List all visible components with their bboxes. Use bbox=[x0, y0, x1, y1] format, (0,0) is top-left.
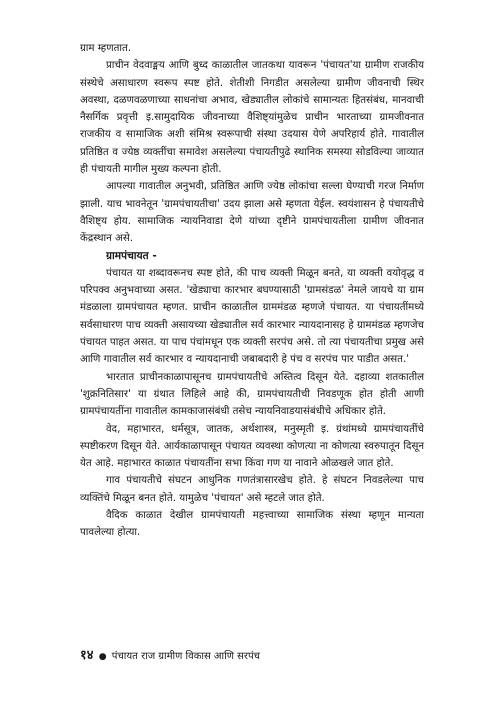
page-number: १४ bbox=[80, 648, 94, 663]
paragraph: वेद, महाभारत, धर्मसूत्र, जातक, अर्थशास्त्र, मनुस्मृती इ. ग्रंथांमध्ये ग्रामपंचायतींचे स्पष्टीकरण दिसून येते. आर्यकाळापासून पंचायत व्यवस्था कोणत्या ना कोणत्या स्वरुपातून दिसून येत आहे. महाभारत काळात पंचायतींना सभा किंवा गण या नावाने ओळखले जात होते. bbox=[80, 423, 424, 470]
paragraph-continuation: ग्राम म्हणतात. bbox=[80, 43, 132, 54]
paragraph: आपल्या गावातील अनुभवी, प्रतिष्ठित आणि ज्येष्ठ लोकांचा सल्ला घेण्याची गरज निर्माण झाली. याच भावनेतून 'ग्रामपंचायतीचा' उदय झाला असे म्हणता येईल. स्वयंशासन हे पंचायतीचे वैशिष्ट्य होय. सामाजिक न्यायनिवाडा देणे यांच्या दृष्टीने ग्रामपंचायतीला ग्रामीण जीवनात केंद्रस्थान असे. bbox=[80, 181, 424, 245]
paragraph: वैदिक काळात देखील ग्रामपंचायती महत्त्वाच्या सामाजिक संस्था म्हणून मान्यता पावलेल्या होत्या. bbox=[80, 510, 424, 539]
paragraph: पंचायत या शब्दावरूनच स्पष्ट होते, की पाच व्यक्ती मिळून बनते, या व्यक्ती वयोवृद्ध व परिपक्व अनुभवाच्या असत. 'खेड्याचा कारभार बघण्यासाठी 'ग्रामसंडळ' नेमले जायचे या ग्राम मंडळाला ग्रामपंचायत म्हणत. प्राचीन काळातील ग्राममंडळ म्हणजे पंचायत. या पंचायतींमध्ये सर्वसाधारण पाच व्यक्ती असायच्या खेड्यातील सर्व कारभार न्यायदानासह हे ग्राममंडळ म्हणजेच पंचायत पाहत असत. या पाच पंचांमधून एक व्यक्ती सरपंच असे. तो त्या पंचायतीचा प्रमुख असे आणि गावातील सर्व कारभार व न्यायदानाची जबाबदारी हे पंच व सरपंच पार पाडीत असत.' bbox=[80, 267, 424, 366]
section-heading: ग्रामपंचायत - bbox=[106, 249, 157, 262]
bullet-icon: ● bbox=[98, 652, 107, 662]
paragraph: गाव पंचायतीचे संघटन आधुनिक गणतंत्रासारखेच होते. हे संघटन निवडलेल्या पाच व्यक्तिंचे मिळून बनत होते. यामुळेच 'पंचायत' असे म्हटले जात होते. bbox=[80, 475, 424, 504]
paragraph: प्राचीन वेदवाङ्मय आणि बुध्द काळातील जातकथा यावरून 'पंचायत'या ग्रामीण राजकीय संस्थेचे असाधारण स्वरूप स्पष्ट होते. शेतीशी निगडीत असलेल्या ग्रामीण जीवनाची स्थिर अवस्था, दळणवळणाच्या साधनांचा अभाव, खेड्यातील लोकांचे सामान्यतः हितसंबंध, मानवाची नैसर्गिक प्रवृत्ती इ.सामुदायिक जीवनाच्या वैशिष्ट्यांमुळेच प्राचीन भारताच्या ग्रामजीवनात राजकीय व सामाजिक अशी संमिश्र स्वरूपाची संस्था उदयास येणे अपरिहार्य होते. गावातील प्रतिष्ठित व ज्येष्ठ व्यक्तींचा समावेश असलेल्या पंचायतीपुढे स्थानिक समस्या सोडविल्या जाव्यात ही पंचायती मागील मुख्य कल्पना होती. bbox=[80, 60, 424, 176]
page-body bbox=[80, 40, 424, 542]
book-title: पंचायत राज ग्रामीण विकास आणि सरपंच bbox=[111, 651, 261, 662]
paragraph: भारतात प्राचीनकाळापासूनच ग्रामपंचायतीचे अस्तित्व दिसून येते. दहाव्या शतकातील 'शुक्रनितिसार' या ग्रंथात लिहिले आहे की, ग्रामपंचायतीची निवडणूक होत होती आणी ग्रामपंचायतींना गावातील कामकाजासंबंधी तसेच न्यायनिवाडयासंबंधीचे अधिकार होते. bbox=[80, 371, 424, 418]
page-footer bbox=[80, 645, 424, 663]
